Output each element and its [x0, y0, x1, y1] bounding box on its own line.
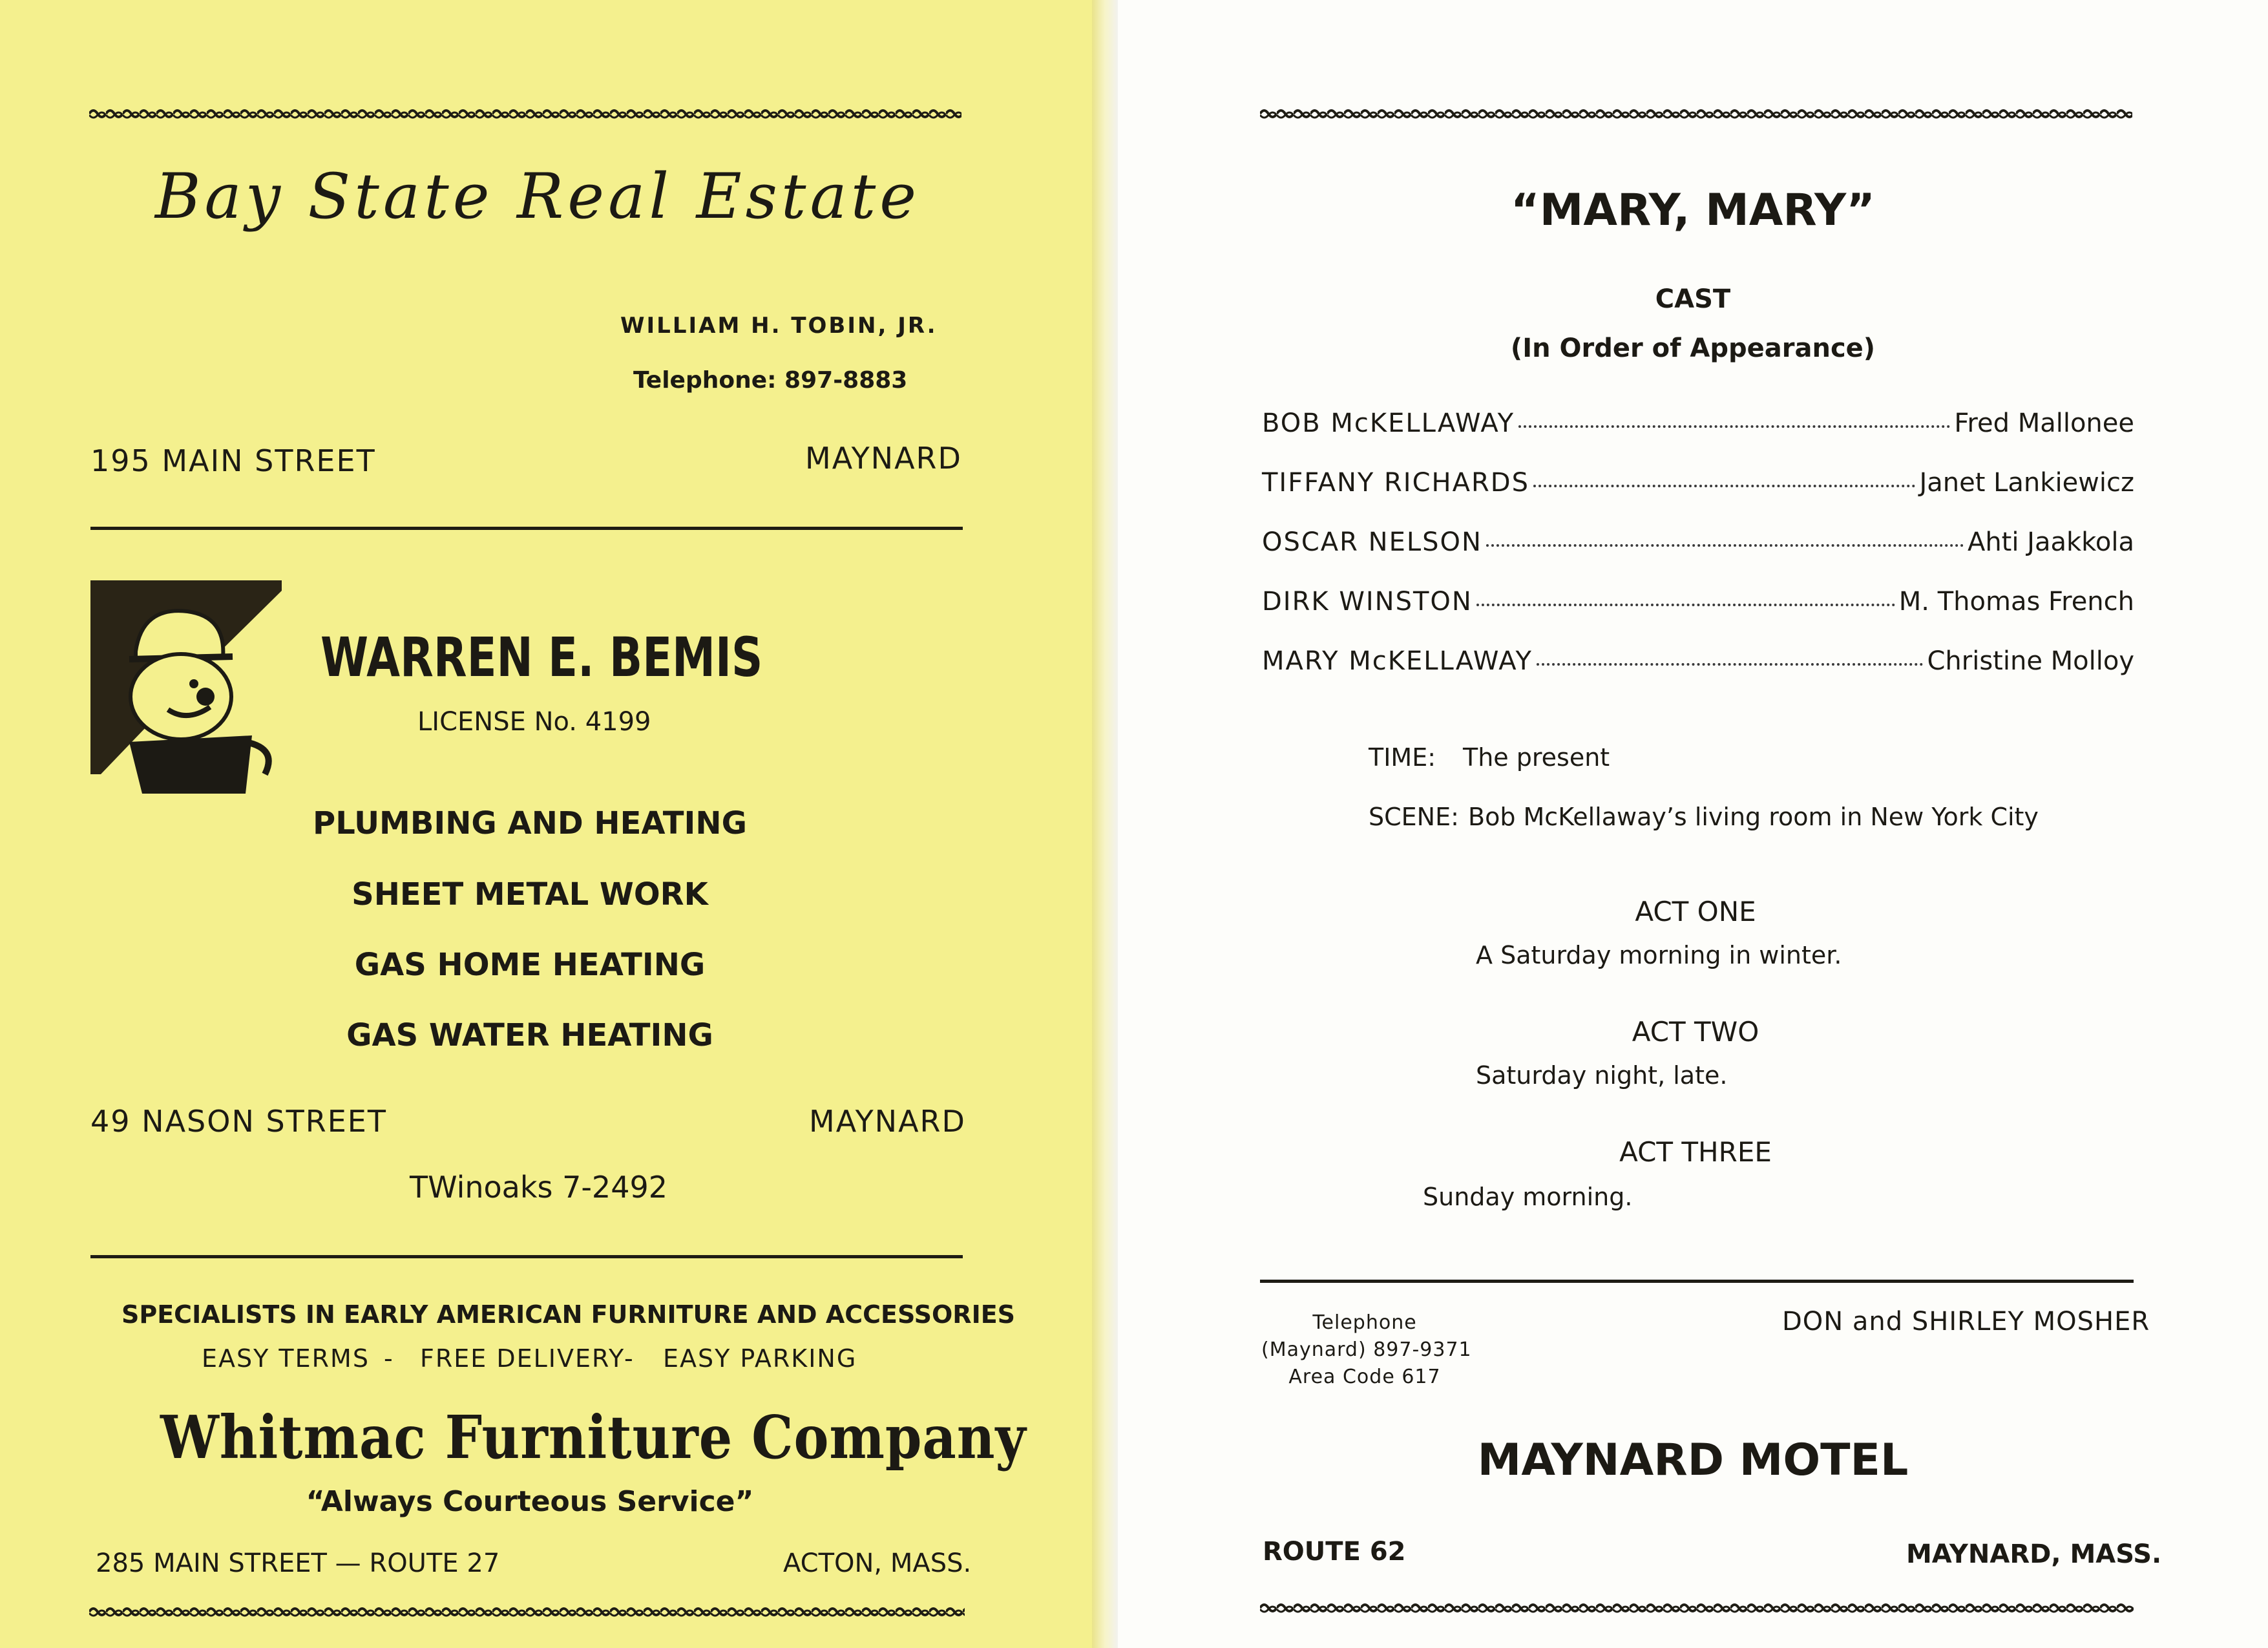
whitmac-town: ACTON, MASS. — [783, 1548, 972, 1578]
cast-row — [1262, 587, 2134, 626]
whitmac-specialists: SPECIALISTS IN EARLY AMERICAN FURNITURE AND ACCESSORIES — [121, 1300, 1016, 1329]
cast-row — [1262, 468, 2134, 507]
top-ornament-border — [1260, 106, 2132, 121]
motel-phone-line-3: Area Code 617 — [1288, 1366, 1441, 1388]
cast-role: OSCAR NELSON — [1262, 527, 1482, 557]
cast-actor: Fred Mallonee — [1954, 408, 2134, 438]
whitmac-term-2: FREE DELIVERY — [420, 1344, 625, 1373]
bemis-license: LICENSE No. 4199 — [417, 707, 651, 737]
bottom-ornament-border — [89, 1604, 965, 1620]
act-three-description: Sunday morning. — [1423, 1183, 1633, 1211]
motel-town: MAYNARD, MASS. — [1906, 1539, 2162, 1569]
cast-role: MARY McKELLAWAY — [1262, 646, 1533, 676]
cast-heading: CAST — [1655, 284, 1731, 314]
cast-actor: Janet Lankiewicz — [1919, 468, 2134, 498]
cast-row — [1262, 408, 2134, 447]
whitmac-slogan: “Always Courteous Service” — [306, 1485, 754, 1518]
motel-phone-line-1: Telephone — [1312, 1311, 1417, 1334]
bay-state-title: Bay State Real Estate — [155, 160, 921, 233]
scene-label: SCENE: — [1369, 803, 1459, 831]
bemis-phone: TWinoaks 7-2492 — [410, 1170, 667, 1205]
bemis-town: MAYNARD — [809, 1104, 966, 1139]
whitmac-name: Whitmac Furniture Company — [160, 1402, 1027, 1472]
cast-role: BOB McKELLAWAY — [1262, 408, 1515, 438]
cast-actor: Ahti Jaakkola — [1967, 527, 2134, 557]
act-two-title: ACT TWO — [1632, 1016, 1759, 1048]
cast-actor: Christine Molloy — [1927, 646, 2134, 676]
cast-role: DIRK WINSTON — [1262, 587, 1473, 617]
section-divider — [1260, 1280, 2134, 1283]
time-label: TIME: — [1369, 743, 1436, 772]
page-gutter — [1092, 0, 1118, 1648]
whitmac-separator: - — [624, 1344, 635, 1373]
scene-value: Bob McKellaway’s living room in New York City — [1468, 803, 2039, 831]
plumber-cartoon-icon — [90, 580, 282, 794]
section-divider — [90, 1255, 963, 1258]
cast-row — [1262, 646, 2134, 685]
bay-state-telephone: Telephone: 897-8883 — [633, 367, 908, 394]
act-one-description: A Saturday morning in winter. — [1476, 941, 1842, 969]
bottom-ornament-border — [1260, 1600, 2134, 1616]
whitmac-term-1: EASY TERMS — [202, 1344, 370, 1373]
bemis-service-2: SHEET METAL WORK — [352, 876, 708, 913]
bemis-address: 49 NASON STREET — [90, 1104, 387, 1139]
cast-subheading: (In Order of Appearance) — [1510, 333, 1876, 363]
play-title: “MARY, MARY” — [1511, 185, 1875, 236]
motel-phone-line-2: (Maynard) 897-9371 — [1261, 1338, 1472, 1361]
motel-phone-block — [1261, 1309, 1472, 1391]
dot-leader — [1518, 425, 1950, 428]
bemis-service-4: GAS WATER HEATING — [346, 1017, 713, 1053]
cast-role: TIFFANY RICHARDS — [1262, 468, 1529, 498]
bay-state-town: MAYNARD — [805, 441, 962, 476]
dot-leader — [1476, 604, 1895, 606]
motel-route: ROUTE 62 — [1263, 1537, 1406, 1567]
act-one-title: ACT ONE — [1635, 896, 1756, 927]
motel-owners: DON and SHIRLEY MOSHER — [1782, 1307, 2150, 1336]
top-ornament-border — [89, 106, 961, 121]
whitmac-term-3: EASY PARKING — [663, 1344, 857, 1373]
dot-leader — [1533, 485, 1916, 487]
dot-leader — [1537, 663, 1924, 666]
time-value: The present — [1463, 743, 1610, 772]
whitmac-separator: - — [384, 1344, 394, 1373]
act-three-title: ACT THREE — [1619, 1136, 1772, 1168]
bemis-name: WARREN E. BEMIS — [320, 626, 763, 689]
section-divider — [90, 527, 963, 530]
bay-state-owner: WILLIAM H. TOBIN, JR. — [620, 313, 938, 339]
dot-leader — [1486, 544, 1964, 547]
bemis-service-3: GAS HOME HEATING — [354, 947, 706, 983]
motel-name: MAYNARD MOTEL — [1477, 1435, 1909, 1486]
bay-state-address: 195 MAIN STREET — [90, 443, 376, 478]
bemis-service-1: PLUMBING AND HEATING — [313, 805, 747, 841]
cast-row — [1262, 527, 2134, 566]
cast-actor: M. Thomas French — [1898, 587, 2134, 617]
act-two-description: Saturday night, late. — [1476, 1061, 1728, 1090]
whitmac-address: 285 MAIN STREET — ROUTE 27 — [96, 1548, 500, 1578]
